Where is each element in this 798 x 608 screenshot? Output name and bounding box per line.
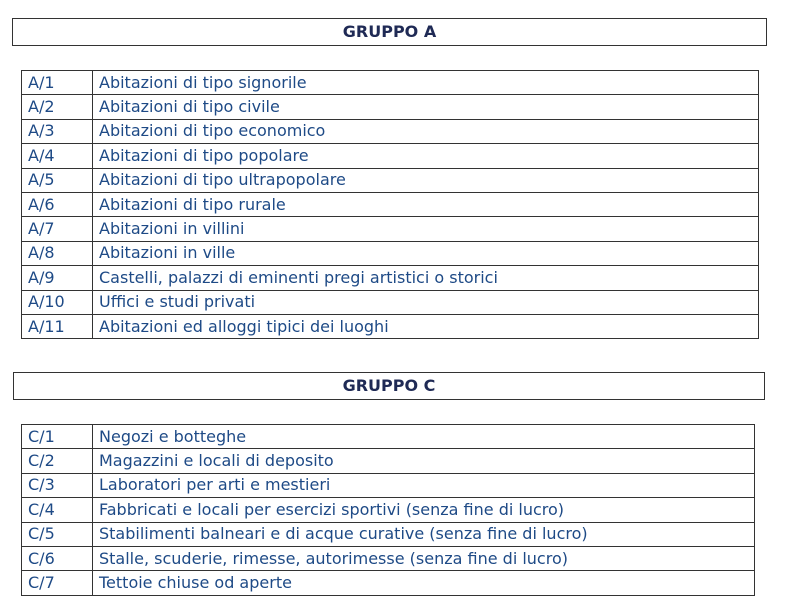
- category-code: A/9: [22, 266, 93, 290]
- category-description: Abitazioni di tipo signorile: [93, 71, 759, 95]
- category-code: C/5: [22, 522, 93, 546]
- table-row: [22, 314, 759, 338]
- category-description: Abitazioni in villini: [93, 217, 759, 241]
- category-code: C/4: [22, 498, 93, 522]
- category-code: C/1: [22, 425, 93, 449]
- category-description: Abitazioni di tipo rurale: [93, 192, 759, 216]
- category-code: A/7: [22, 217, 93, 241]
- category-description: Abitazioni di tipo economico: [93, 119, 759, 143]
- category-code: A/1: [22, 71, 93, 95]
- category-code: A/5: [22, 168, 93, 192]
- category-description: Abitazioni di tipo popolare: [93, 144, 759, 168]
- category-code: A/3: [22, 119, 93, 143]
- group-c-table: [21, 424, 755, 596]
- category-description: Castelli, palazzi di eminenti pregi artistici o storici: [93, 266, 759, 290]
- table-row: [22, 144, 759, 168]
- table-row: [22, 71, 759, 95]
- category-code: A/2: [22, 95, 93, 119]
- table-row: [22, 522, 755, 546]
- category-description: Fabbricati e locali per esercizi sportivi (senza fine di lucro): [93, 498, 755, 522]
- category-description: Magazzini e locali di deposito: [93, 449, 755, 473]
- table-row: [22, 119, 759, 143]
- category-code: A/10: [22, 290, 93, 314]
- category-code: A/8: [22, 241, 93, 265]
- table-row: [22, 95, 759, 119]
- group-a-table: [21, 70, 759, 339]
- table-row: [22, 449, 755, 473]
- table-row: [22, 192, 759, 216]
- category-description: Abitazioni ed alloggi tipici dei luoghi: [93, 314, 759, 338]
- group-a-header: GRUPPO A: [12, 18, 767, 46]
- table-row: [22, 425, 755, 449]
- category-code: A/6: [22, 192, 93, 216]
- category-description: Uffici e studi privati: [93, 290, 759, 314]
- category-description: Laboratori per arti e mestieri: [93, 473, 755, 497]
- table-row: [22, 546, 755, 570]
- category-code: C/6: [22, 546, 93, 570]
- category-code: C/2: [22, 449, 93, 473]
- table-row: [22, 498, 755, 522]
- category-code: A/4: [22, 144, 93, 168]
- category-code: C/7: [22, 571, 93, 595]
- table-row: [22, 266, 759, 290]
- category-description: Stalle, scuderie, rimesse, autorimesse (senza fine di lucro): [93, 546, 755, 570]
- table-row: [22, 217, 759, 241]
- category-description: Abitazioni di tipo ultrapopolare: [93, 168, 759, 192]
- category-code: C/3: [22, 473, 93, 497]
- group-c-header: GRUPPO C: [13, 372, 765, 400]
- table-row: [22, 473, 755, 497]
- table-row: [22, 571, 755, 595]
- category-code: A/11: [22, 314, 93, 338]
- category-description: Abitazioni in ville: [93, 241, 759, 265]
- table-row: [22, 290, 759, 314]
- table-row: [22, 168, 759, 192]
- category-description: Abitazioni di tipo civile: [93, 95, 759, 119]
- category-description: Tettoie chiuse od aperte: [93, 571, 755, 595]
- category-description: Stabilimenti balneari e di acque curative (senza fine di lucro): [93, 522, 755, 546]
- table-row: [22, 241, 759, 265]
- category-description: Negozi e botteghe: [93, 425, 755, 449]
